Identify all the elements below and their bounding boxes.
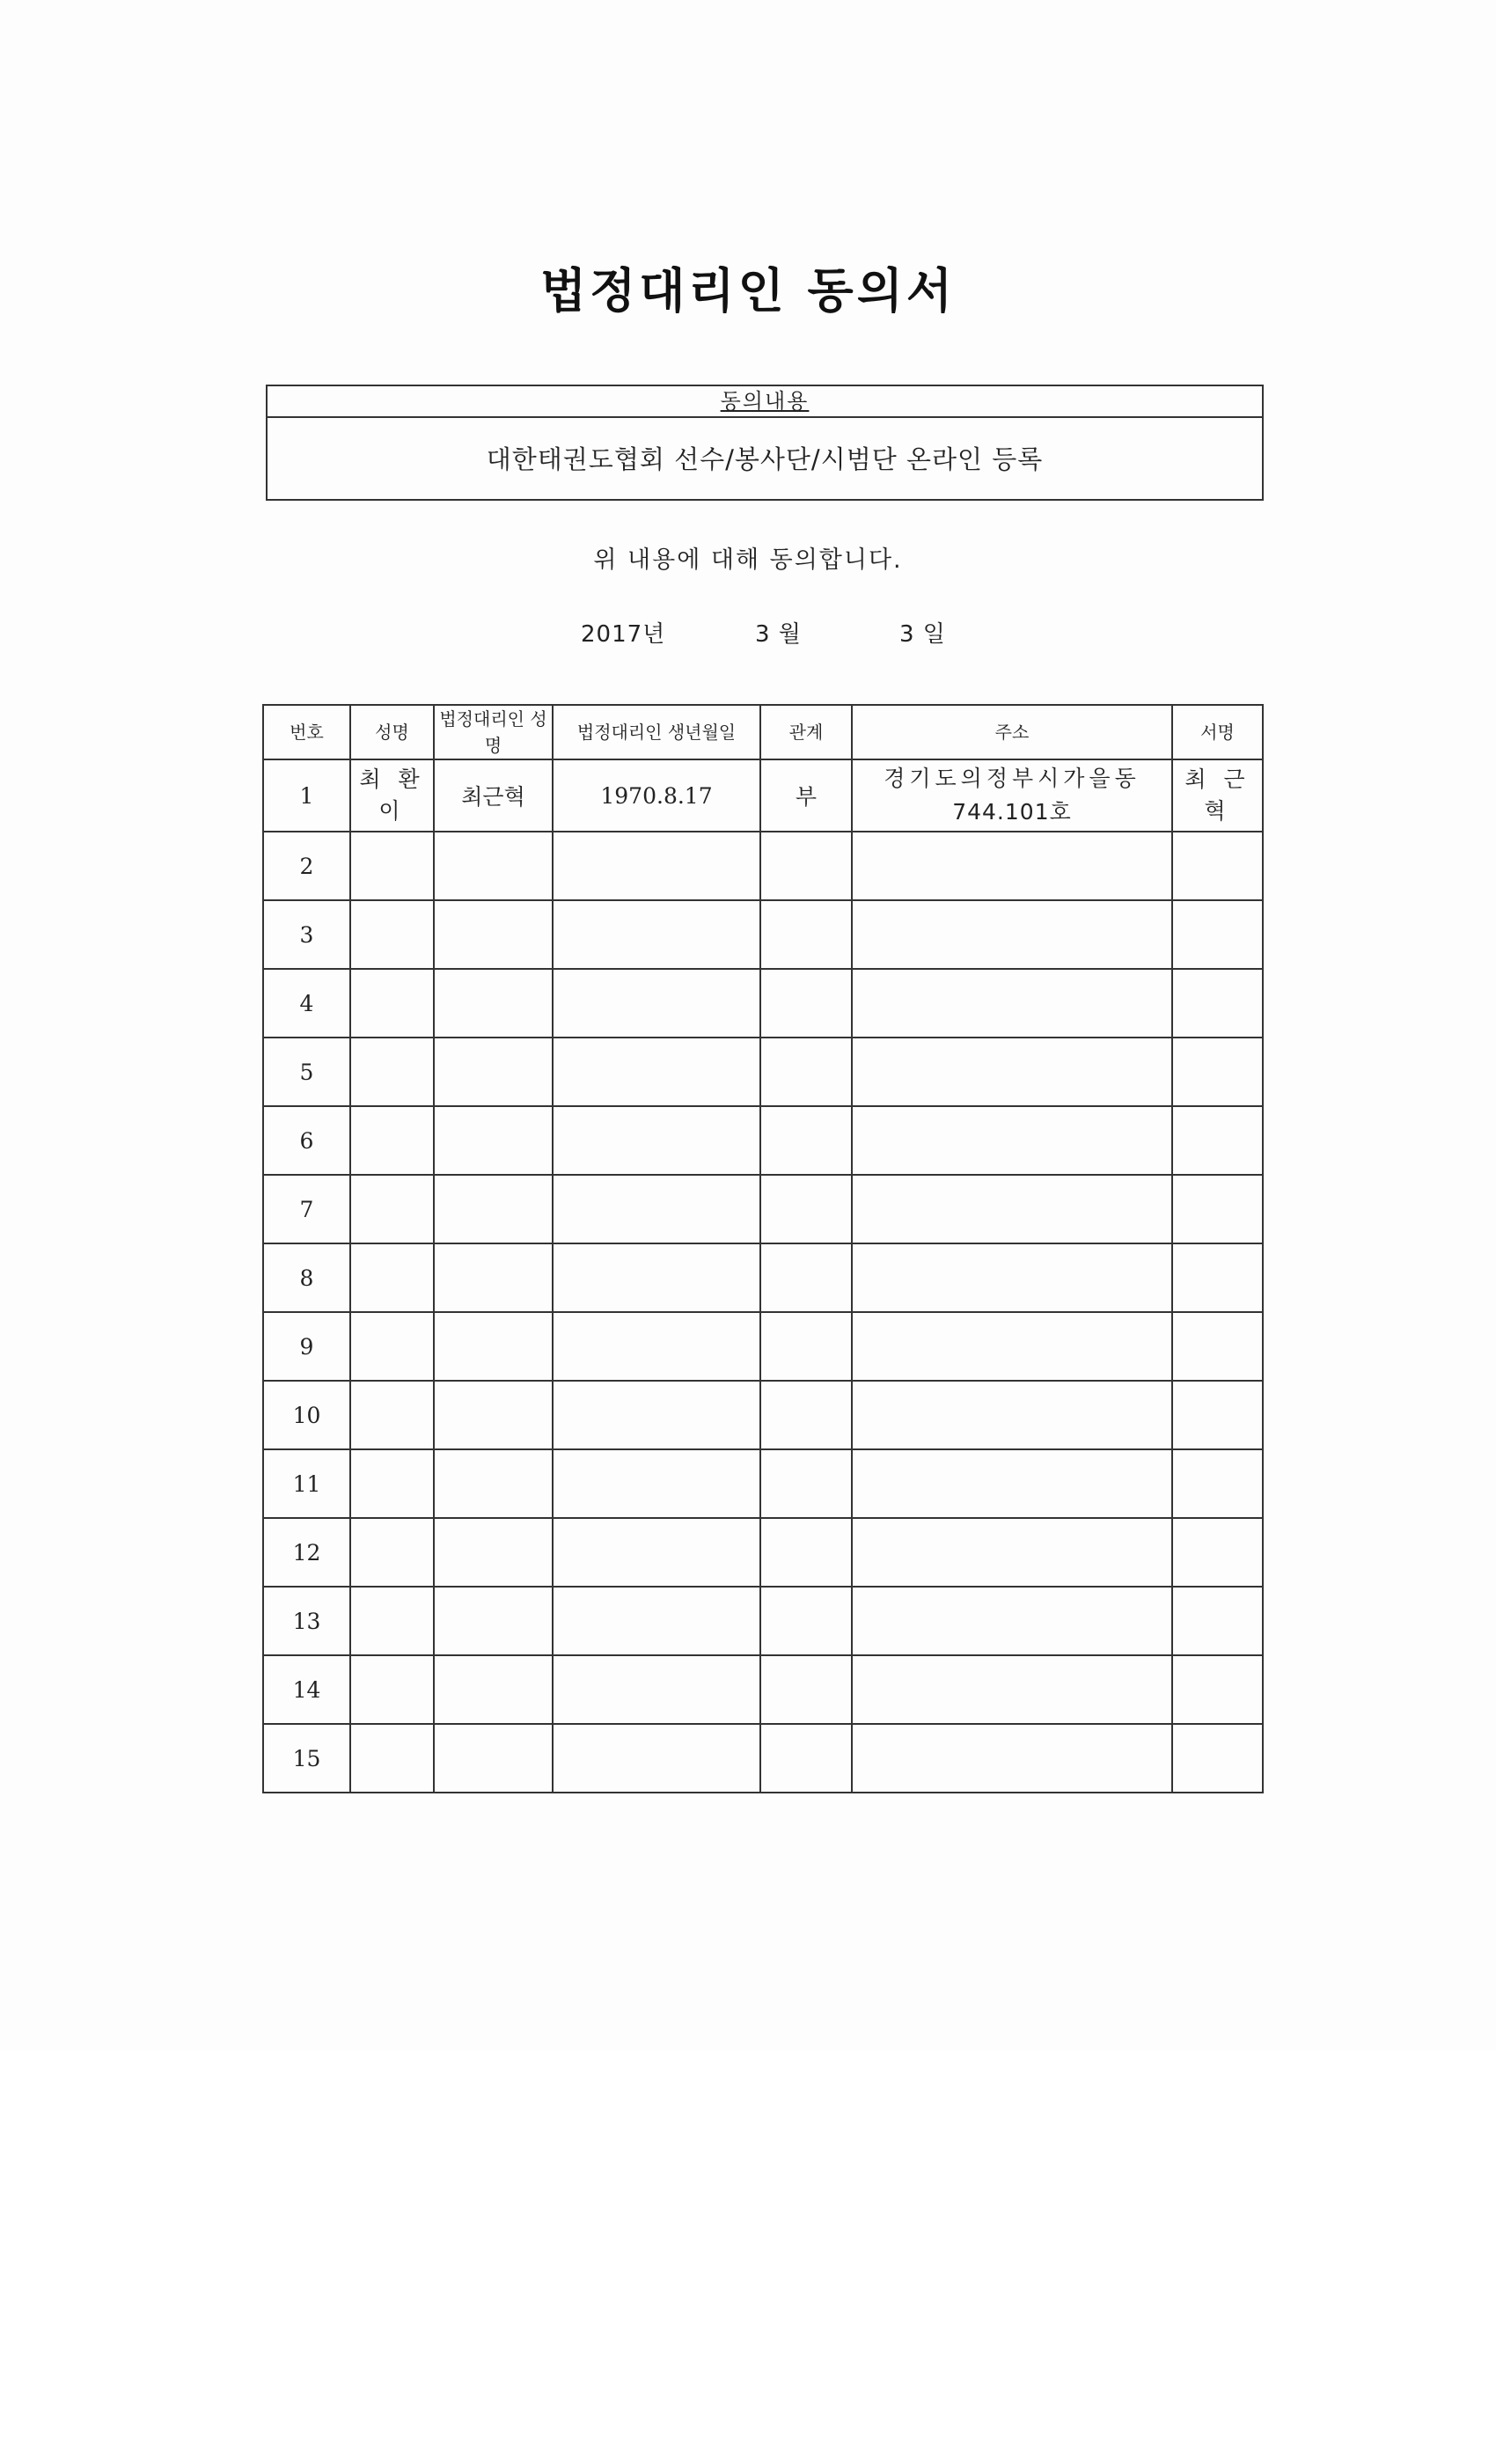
cell-relation (760, 1106, 852, 1175)
cell-signature (1172, 1381, 1263, 1449)
cell-guardian-name (434, 1587, 553, 1655)
cell-name (350, 1312, 434, 1381)
cell-no: 3 (263, 900, 350, 969)
document-title: 법정대리인 동의서 (539, 263, 957, 319)
cell-address (852, 1175, 1172, 1243)
cell-relation (760, 969, 852, 1038)
cell-name (350, 1655, 434, 1724)
cell-no: 13 (263, 1587, 350, 1655)
cell-address (852, 1449, 1172, 1518)
cell-no: 14 (263, 1655, 350, 1724)
table-row (263, 1243, 1263, 1312)
cell-relation (760, 1587, 852, 1655)
cell-signature (1172, 900, 1263, 969)
cell-relation (760, 1381, 852, 1449)
cell-no: 5 (263, 1038, 350, 1106)
cell-no: 4 (263, 969, 350, 1038)
cell-address (852, 1106, 1172, 1175)
header-guardian-birth: 법정대리인 생년월일 (553, 705, 760, 759)
cell-guardian-birth (553, 1518, 760, 1587)
cell-guardian-name (434, 969, 553, 1038)
cell-address (852, 1381, 1172, 1449)
guardian-table (262, 704, 1264, 1793)
header-name: 성명 (350, 705, 434, 759)
cell-guardian-birth: 1970.8.17 (553, 759, 760, 832)
cell-no: 8 (263, 1243, 350, 1312)
address-line-1: 경기도의정부시가을동 (884, 766, 1140, 791)
table-row (263, 1518, 1263, 1587)
cell-guardian-birth (553, 1724, 760, 1793)
table-header-row (263, 705, 1263, 759)
table-row (263, 1038, 1263, 1106)
cell-guardian-name (434, 1655, 553, 1724)
cell-relation (760, 832, 852, 900)
table-row (263, 900, 1263, 969)
cell-name (350, 1243, 434, 1312)
cell-guardian-name (434, 1106, 553, 1175)
header-guardian-name: 법정대리인 성명 (434, 705, 553, 759)
cell-guardian-birth (553, 1655, 760, 1724)
date-month: 3 월 (755, 621, 802, 648)
cell-name (350, 1724, 434, 1793)
cell-address (852, 759, 1172, 832)
cell-no: 12 (263, 1518, 350, 1587)
cell-name (350, 1449, 434, 1518)
cell-address (852, 969, 1172, 1038)
date-day: 3 일 (899, 621, 946, 648)
cell-no: 7 (263, 1175, 350, 1243)
cell-signature (1172, 1655, 1263, 1724)
cell-name (350, 969, 434, 1038)
cell-guardian-birth (553, 1243, 760, 1312)
table-row (263, 1106, 1263, 1175)
cell-guardian-birth (553, 1449, 760, 1518)
cell-name (350, 832, 434, 900)
cell-guardian-name (434, 1312, 553, 1381)
cell-signature (1172, 1175, 1263, 1243)
cell-relation (760, 900, 852, 969)
cell-name (350, 1518, 434, 1587)
table-row (263, 1655, 1263, 1724)
cell-signature (1172, 1449, 1263, 1518)
cell-address (852, 1038, 1172, 1106)
cell-address (852, 1587, 1172, 1655)
cell-guardian-birth (553, 900, 760, 969)
cell-name (350, 1175, 434, 1243)
cell-relation (760, 1449, 852, 1518)
cell-name (350, 1038, 434, 1106)
cell-guardian-birth (553, 1175, 760, 1243)
cell-no: 10 (263, 1381, 350, 1449)
cell-guardian-name (434, 1175, 553, 1243)
cell-guardian-birth (553, 1038, 760, 1106)
cell-name (350, 1587, 434, 1655)
table-body (263, 759, 1263, 1793)
cell-address (852, 1724, 1172, 1793)
cell-no: 2 (263, 832, 350, 900)
table-row (263, 1449, 1263, 1518)
cell-guardian-birth (553, 1106, 760, 1175)
cell-no: 6 (263, 1106, 350, 1175)
cell-address (852, 1312, 1172, 1381)
consent-header: 동의내용 (268, 386, 1262, 418)
cell-signature (1172, 1243, 1263, 1312)
table-row (263, 1587, 1263, 1655)
cell-address (852, 832, 1172, 900)
cell-signature (1172, 1724, 1263, 1793)
cell-no: 1 (263, 759, 350, 832)
cell-guardian-name (434, 900, 553, 969)
cell-name: 최 환 이 (350, 759, 434, 832)
cell-relation (760, 1518, 852, 1587)
cell-guardian-name (434, 1518, 553, 1587)
cell-relation (760, 1038, 852, 1106)
table-row (263, 832, 1263, 900)
cell-address (852, 1655, 1172, 1724)
cell-guardian-birth (553, 832, 760, 900)
cell-no: 9 (263, 1312, 350, 1381)
table-row (263, 969, 1263, 1038)
cell-signature (1172, 1587, 1263, 1655)
cell-signature (1172, 969, 1263, 1038)
header-signature: 서명 (1172, 705, 1263, 759)
cell-guardian-birth (553, 1381, 760, 1449)
address-line-2: 744.101호 (952, 799, 1072, 825)
header-no: 번호 (263, 705, 350, 759)
cell-signature (1172, 1106, 1263, 1175)
cell-signature (1172, 1038, 1263, 1106)
cell-guardian-name (434, 1381, 553, 1449)
cell-guardian-birth (553, 969, 760, 1038)
cell-name (350, 900, 434, 969)
date-year: 2017년 (581, 621, 666, 648)
table-row (263, 1312, 1263, 1381)
cell-address (852, 900, 1172, 969)
cell-relation: 부 (760, 759, 852, 832)
cell-relation (760, 1724, 852, 1793)
cell-name (350, 1381, 434, 1449)
cell-signature: 최 근 혁 (1172, 759, 1263, 832)
table-row (263, 759, 1263, 832)
cell-relation (760, 1243, 852, 1312)
table-row (263, 1175, 1263, 1243)
cell-address (852, 1243, 1172, 1312)
cell-guardian-name: 최근혁 (434, 759, 553, 832)
header-relation: 관계 (760, 705, 852, 759)
cell-guardian-name (434, 1724, 553, 1793)
cell-address (852, 1518, 1172, 1587)
cell-guardian-birth (553, 1312, 760, 1381)
table-row (263, 1381, 1263, 1449)
cell-guardian-name (434, 1038, 553, 1106)
consent-text: 대한태권도협회 선수/봉사단/시범단 온라인 등록 (486, 444, 1044, 474)
consent-box (266, 385, 1264, 501)
cell-guardian-name (434, 1449, 553, 1518)
cell-guardian-name (434, 1243, 553, 1312)
cell-no: 15 (263, 1724, 350, 1793)
cell-signature (1172, 1518, 1263, 1587)
cell-guardian-name (434, 832, 553, 900)
agree-statement: 위 내용에 대해 동의합니다. (593, 546, 903, 574)
cell-relation (760, 1655, 852, 1724)
table-row (263, 1724, 1263, 1793)
cell-signature (1172, 832, 1263, 900)
header-address: 주소 (852, 705, 1172, 759)
cell-relation (760, 1175, 852, 1243)
cell-relation (760, 1312, 852, 1381)
cell-no: 11 (263, 1449, 350, 1518)
cell-name (350, 1106, 434, 1175)
cell-signature (1172, 1312, 1263, 1381)
cell-guardian-birth (553, 1587, 760, 1655)
